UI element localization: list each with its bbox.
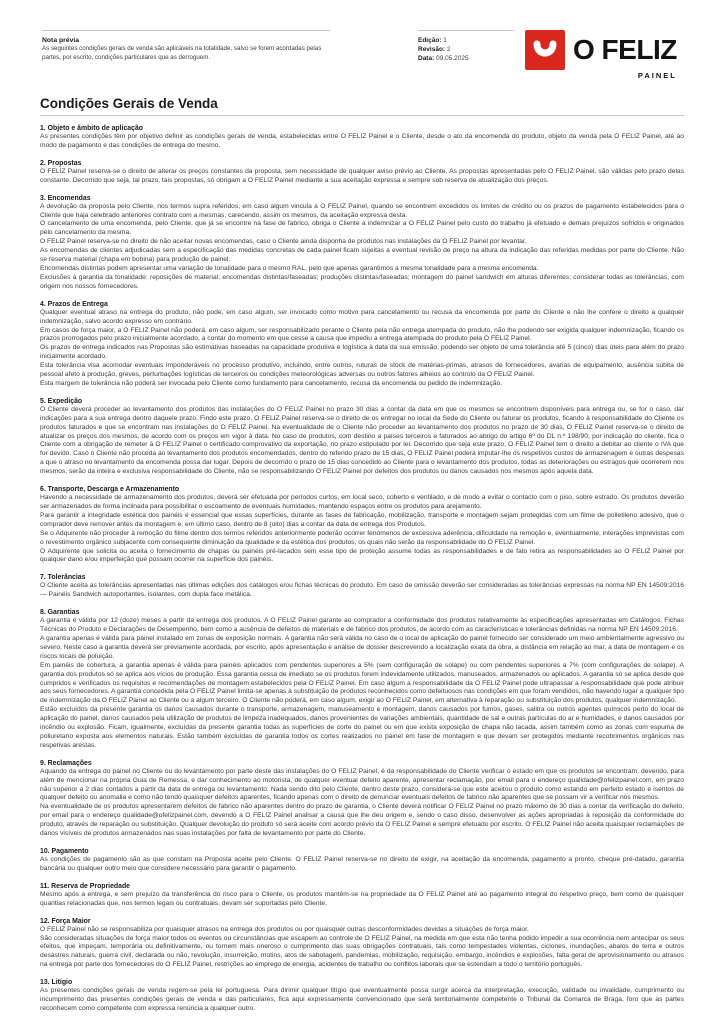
document-header <box>0 0 724 92</box>
section-11 <box>40 882 684 909</box>
section-paragraph: Em painéis de cobertura, a garantia apenas é válida para painéis aplicados com pendentes superiores a 5% (sem configuração de solape) ou com pendentes superiores a 7% (com configurações de solape). A garantia dos produtos só se aplica aos vícios de produção. Essa garantia cessa de imediato se os produtos forem indevidamente utilizados, manuseados, armazenados ou aplicados. A garantia só se aplica desde que cumpridos e verificados os requisitos e recomendações de montagem estabelecidos pela O FELIZ Painel. Em caso algum a responsabilidade da O FELIZ Painel pode ultrapassar a responsabilidade que pode atribuir aos seus fornecedores. A garantia concedida pela O FELIZ Painel limita-se apenas à substituição de produtos reconhecidos como defeituosos nas condições em que foram vendidos, não havendo lugar a qualquer tipo de indemnização da O FELIZ Painel ao Cliente ou a algum terceiro. O Cliente não poderá, em caso algum, exigir ao O FELIZ Painel, em alternativa à reparação ou substituição dos produtos, qualquer indemnização. <box>40 661 684 705</box>
document-body <box>40 124 684 1014</box>
section-1 <box>40 124 684 151</box>
logo-text <box>573 30 677 80</box>
section-paragraph: Para garantir a integridade estética dos painéis é essencial que essas superfícies, durante as fases de fabricação, mobilização, transporte e montagem sejam protegidas com um filme de polietileno adesivo, que o comprador deve remover antes da montagem e, em último caso, dentro de 8 (oito) dias a contar da data de entrega dos Produtos. <box>40 511 684 528</box>
section-paragraph: Em casos de força maior, a O FELIZ Painel não poderá, em caso algum, ser responsabilizado perante o Cliente pela não entrega atempada do produto, não lhe podendo ser exigida qualquer indemnização, ficando os prazos prorrogados pelo prazo inicialmente acordado, a contar do momento em que cesse a causa que impediu a entrega atempada do produto pela O FELIZ Painel. <box>40 326 684 343</box>
title-divider <box>40 115 684 116</box>
section-heading: 4. Prazos de Entrega <box>40 300 108 308</box>
section-paragraph: Mesmo após a entrega, e sem prejuízo da transferência do risco para o Cliente, os produtos mantêm-se na propriedade da O FELIZ Painel até ao pagamento integral do respetivo preço, bem como de quaisquer quantias relacionadas que, nos termos legais ou contratuais, devam ser suportadas pelo Cliente. <box>40 890 684 907</box>
section-heading: 2. Propostas <box>40 159 82 167</box>
date-label: Data: <box>418 55 435 62</box>
section-paragraph: Estão excluídos da presente garantia os danos causados durante o transporte, armazenagem, manuseamento e montagem, danos causados por fumos, gases, salitra ou outros agentes químicos perto do local de aplicação do painel, danos causados pela utilização de produtos de limpeza inadequados, danos provenientes de variações ambientais, quantidade de sal e outras partículas do ar e humidades, e danos causados por incêndio ou explosão. Ficam, igualmente, excluídas da presente garantia todas as superfícies de corte do painel ou em que exista exposição de chapa não lacada, assim também como as zonas com espuma de poliuretano exposta aos elementos naturais. Estão também excluídas de garantia todos os cortes realizados no painel em fase de montagem e que devam ser protegidos mediante recobrimentos orgânicos nas respetivas arestas. <box>40 706 684 749</box>
section-paragraph: O Cliente aceita as tolerâncias apresentadas nas últimas edições dos catálogos e/ou fichas técnicas do produto. Em caso de omissão deverão ser consideradas as tolerâncias expressas na norma NP EN 14509:2016 — Painéis Sandwich autoportantes, isolantes, com dupla face metálica. <box>40 582 684 599</box>
section-heading: 1. Objeto e âmbito de aplicação <box>40 125 144 132</box>
section-13 <box>40 978 684 1014</box>
section-paragraph: O cancelamento de uma encomenda, pelo Cliente, que já se encontre na fase de fabrico, obriga o Cliente a indemnizar a O FELIZ Painel pelo custo do trabalho já efetuado e demais prejuízos sofridos e originados pelo cancelamento da mesma. <box>40 220 684 237</box>
revision-label: Revisão: <box>418 46 446 53</box>
section-paragraph: Esta margem de tolerância não poderá ser invocada pelo Cliente como fundamento para cancelamento, recusa da encomenda ou pedido de indemnização. <box>40 379 503 387</box>
section-10 <box>40 847 684 874</box>
section-paragraph: As condições de pagamento são as que constam na Proposta aceite pelo Cliente. O FELIZ Painel reserva-se no direito de exigir, na aceitação da encomenda, pagamento a pronto, cheque pré-datado, garantia bancária ou qualquer outro meio que considere necessário para garantir o pagamento. <box>40 856 684 872</box>
section-heading: 7. Tolerâncias <box>40 574 86 582</box>
section-paragraph: A devolução da proposta pelo Cliente, nos termos supra referidos, em caso algum vincula a O FELIZ Painel, quando se encontrem excedidos os limites de crédito ou os prazos de pagamento estabelecidos para o Cliente que haja celebrado anteriores contrato com a mesmas, carecendo, assim os mesmos, da aceitação expressa desta. <box>40 202 684 219</box>
section-paragraph: As presentes condições têm por objetivo definir as condições gerais de venda, estabelecidas entre O FELIZ Painel e o Cliente, desde o ato da encomenda do produto, objeto da venda pela O FELIZ Painel, até ao modo de pagamento e das condições de entrega do mesmo. <box>40 133 684 149</box>
section-heading: 10. Pagamento <box>40 848 89 855</box>
section-heading: 9. Reclamações <box>40 759 92 767</box>
section-7 <box>40 573 684 600</box>
page-title: Condições Gerais de Venda <box>40 96 218 111</box>
section-paragraph: A garantia apenas é válida para painel instalado em zonas de exposição normais. A garantia não será válida no caso de o local de aplicação do painel fornecido ser considerado um meio ambientalmente agressivo ou severo. Neste caso a garantia deverá ser previamente acordada, por escrito, após apresentação e análise de dossier descrevendo a localização exata da obra, a distância em relação ao mar, a data de montagem e os riscos locais de poluição. <box>40 634 684 660</box>
edition-value: 1 <box>443 37 447 44</box>
section-paragraph: O FELIZ Painel reserva-se o direito de alterar os preços constantes da proposta, sem necessidade de qualquer aviso prévio ao Cliente. As propostas apresentadas pelo O FELIZ Painel, são válidas pelo prazo delas constante. Decorrido que seja, tal prazo, tais propostas, só obrigam a O FELIZ Painel mediante a sua aceitação expressa e sempre sob reserva de atualização dos preços. <box>40 167 684 184</box>
section-heading: 8. Garantias <box>40 609 80 617</box>
section-paragraph: Exclusões à garantia da tonalidade: reposições de material; encomendas distintas/faseadas; produções distintas/faseadas; montagem do painel sandwich em alturas diferentes; considerar todas as tolerâncias, com origem nos nossos fornecedores. <box>40 273 684 290</box>
section-paragraph: O FELIZ Painel não se responsabiliza por quaisquer atrasos na entrega dos produtos ou por quaisquer outras desconformidades devidas a situações de força maior. <box>40 925 529 933</box>
section-paragraph: São consideradas situações de força maior todos os eventos ou circunstâncias que escapem ao controle de O FELIZ Painel, na medida em que esta não tenha podido impedir a sua ocorrência nem antecipar os seus efeitos, que impeçam, temporária ou definitivamente, ou tornem mais oneroso o cumprimento das suas obrigações contratuais, tais como tempestades violentas, ciclones, inundações, abalos de terra e outros desastres naturais, guerra civil, declarada ou não, revolução, insurreição, motins, atos de sabotagem, pandemias, mobilização, requisição, embargo, incêndios e explosões, falta geral de aprovisionamento ou atrasos na entrega por parte dos fornecedores do O FELIZ Painel, restrições ao emprego de energia, acidentes de trabalho ou conflitos laborais que se estendam a todo o território português. <box>40 934 684 969</box>
edition-row <box>418 36 514 45</box>
section-12 <box>40 917 684 971</box>
section-paragraph: As encomendas de clientes adjudicadas sem a especificação das medidas concretas de cada painel ficam sujeitas a eventual revisão de preço na altura da indicação das referidas medidas por parte do Cliente. Não se reserva material (chapa em bobina) para produção de painel. <box>40 247 684 264</box>
section-9 <box>40 759 684 839</box>
date-value: 09.05.2025 <box>436 55 469 62</box>
section-heading: 11. Reserva de Propriedade <box>40 882 131 890</box>
section-4 <box>40 300 684 389</box>
section-heading: 6. Transporte, Descarga e Armazenamento <box>40 486 180 494</box>
date-row <box>418 54 514 63</box>
meta-divider <box>418 30 514 31</box>
revision-row <box>418 45 514 54</box>
section-8 <box>40 608 684 751</box>
revision-value: 2 <box>446 46 451 53</box>
section-5 <box>40 397 684 477</box>
smile-logo-icon <box>525 30 565 70</box>
section-2 <box>40 159 684 186</box>
logo-name: O FELIZ <box>573 34 677 65</box>
section-heading: 3. Encomendas <box>40 194 91 202</box>
revision-meta <box>418 30 514 63</box>
logo-subtitle: PAINEL <box>637 71 677 80</box>
section-paragraph: As presentes condições gerais de venda regem-se pela lei portuguesa. Para dirimir qualquer litígio que eventualmente possa surgir acerca da interpretação, execução, validade ou invalidade, cumprimento ou incumprimento das presentes condições gerais de venda e das particulares, fica aqui expressamente convencionado que será territorialmente competente o Tribunal da Comarca de Braga, foro que as partes reconhecem como competente com expressa renúncia a qualquer outro. <box>40 987 684 1012</box>
section-paragraph: Encomendas distintas podem apresentar uma variação de tonalidade para o mesmo RAL, pelo que apenas garantimos a mesma tonalidade para a mesma encomenda. <box>40 264 539 272</box>
preliminary-note <box>42 30 330 62</box>
section-paragraph: Qualquer eventual atraso na entrega do produto, não pode, em caso algum, ser invocado como motivo para cancelamento ou recusa da encomenda por parte do Cliente e não lhe confere o direito a qualquer indemnização, salvo acordo expresso em contrário. <box>40 308 684 325</box>
section-paragraph: Se o Adquirente não proceder à remoção do filme dentro dos termos referidos anteriormente poderão ocorrer fenómenos de excessiva aderência, dificuldade na remoção e, eventualmente, interações imprevistas com o revestimento orgânico subjacente com consequente diminuição da qualidade e da estética dos produtos, os quais não serão da responsabilidade do O FELIZ Painel. <box>40 529 684 546</box>
section-paragraph: O Adquirente que solicita ou aceita o fornecimento de chapas ou painéis pré-lacados sem esse tipo de proteção assume todas as responsabilidades e de fato retira as responsabilidades ao O FELIZ Painel por qualquer dano e/ou imperfeição que possam ocorrer na superfície dos painéis. <box>40 547 684 564</box>
section-paragraph: Os prazos de entrega indicados nas Propostas são estimativas baseadas na capacidade produtiva e logística à data da sua emissão, podendo ser objeto de uma tolerância até 5 (cinco) dias úteis para além do prazo inicialmente acordado. <box>40 344 684 361</box>
section-paragraph: Na eventualidade de os produtos apresentarem defeitos de fabrico não aparentes dentro do prazo de garantia, o Cliente deverá notificar O FELIZ Painel no prazo máximo de 30 dias a contar da verificação do defeito, por email para o endereço qualidade@ofelizpainel.com, devendo a O FELIZ Painel analisar a causa que lhe deu origem e, sendo o caso disso, desenvolver as ações apropriadas à reposição da conformidade do produto, através de reparação ou substituição. Qualquer devolução do produto só será aceite com acordo prévio da O FELIZ Painel e sempre efetuado por escrito. O FELIZ Painel não aceita quaisquer reclamações de danos visíveis de produtos armazenados nas suas instalações por falta de levantamento por parte do Cliente. <box>40 803 684 838</box>
section-paragraph: Esta tolerância visa acomodar eventuais imponderáveis no processo produtivo, incluindo, entre outros, ruturas de stock de matérias-primas, atrasos de fornecedores, avarias de equipamento, ausência súbita de pessoal afeto à produção, greves, perturbações logísticas de terceiros ou condições meteorológicas adversas ou outros fatores alheios ao controlo da O FELIZ Painel. <box>40 362 684 379</box>
note-title: Nota prévia <box>42 37 80 44</box>
section-heading: 5. Expedição <box>40 397 83 405</box>
section-paragraph: A garantia é válida por 12 (doze) meses a partir da entrega dos produtos. A O FELIZ Painel garante ao comprador a conformidade dos produtos relativamente às especificações apresentadas em Catálogos, Fichas Técnicas do Produto e Declarações de Desempenho, bem como a ausência de defeitos de materiais e de fabrico dos produtos, de acordo com as características e tolerâncias definidas na norma NP EN 14509:2016. <box>40 617 684 634</box>
section-paragraph: O FELIZ Painel reserva-se no direito de não aceitar novas encomendas, caso o Cliente ainda disponha de produtos nas instalações da O FELIZ Painel por levantar. <box>40 238 527 246</box>
section-paragraph: Aquando da entrega do painel no Cliente ou do levantamento por parte deste das instalações do O FELIZ Painel, é da responsabilidade do Cliente verificar o estado em que os produtos se encontram, devendo, para além de mencionar na própria Guia de Remessa, e dar conhecimento ao motorista, de qualquer eventual defeito aparente, apresentar reclamação, por email para o endereço qualidade@ofelizpainel.com, em prazo não superior a 2 dias contados a partir da data de entrega ou levantamento. Nada sendo dito pelo Cliente, dentro deste prazo, considera-se que este aceitou o produto como estando em perfeito estado e isentos de qualquer defeito ou anomalia e como não tendo quaisquer defeitos aparentes, ficando apenas com o direito de denunciar eventuais defeitos de fabrico não aparentes que se possam vir a verificar nos mesmos. <box>40 767 684 802</box>
section-paragraph: Havendo a necessidade de armazenamento dos produtos, deverá ser efetuada por períodos curtos, em local seco, coberto e ventilado, e de modo a evitar o contacto com o piso, sobre estrado. Os produtos deverão ser armazenados de forma inclinada para possibilitar o escoamento de eventuais humidades, mantendo espaços entre os produtos para arejamento. <box>40 494 684 510</box>
section-3 <box>40 194 684 292</box>
note-divider <box>42 30 330 31</box>
company-logo <box>525 30 677 80</box>
section-heading: 12. Força Maior <box>40 917 91 925</box>
section-paragraph: O Cliente deverá proceder ao levantamento dos produtos das instalações do O FELIZ Painel no prazo 30 dias a contar da data em que os mesmos se encontrem disponíveis para entrega ou, se for o caso, dar indicações para a sua entrega dentro daquele prazo. Findo este prazo, O FELIZ Painel reserva-se o direito de os entregar no local da Sede do Cliente ou faturar os produtos, ficando à responsabilidade do Cliente os produtos faturados e que se encontram nas instalações do O FELIZ Painel. Na eventualidade de o Cliente não proceder ao levantamento dos produtos no prazo de 30 dias, O FELIZ Painel reserva-se o direito de atualizar os preços dos mesmos, de acordo com os preços em vigor à data. No caso de produtos, com destino a países terceiros e faturados ao abrigo do artigo 6º do DL n.º 198/90, por indicação do cliente, fica o Cliente com a obrigação de remeter à O FELIZ Painel o certificado comprovativo da exportação, no prazo estipulado por lei. Decorrido que seja este prazo, O FELIZ Painel tem o direito a debitar ao cliente o IVA que for devido. Caso o Cliente não proceda ao levantamento dos produtos encomendados, dentro do referido prazo de 15 dias, O FELIZ Painel poderá imputar-lhe os respetivos custos de armazenagem e outras despesas a que o atraso no levantamento da encomenda possa dar lugar. Depois de decorrido o prazo de 15 dias concedido ao Cliente para o levantamento dos produtos, todas as deteriorações ou estragos que ocorrerem nos mesmos, serão da inteira e exclusiva responsabilidade do Cliente, não se responsabilizando O FELIZ Painel por defeitos dos produtos ou danos causados nos mesmos após aquela data. <box>40 405 684 476</box>
note-text: As seguintes condições gerais de venda são aplicáveis na totalidade, salvo se forem acordadas pelas partes, por escrito, condições particulares que as derroguem. <box>42 45 322 61</box>
edition-label: Edição: <box>418 37 442 44</box>
section-6 <box>40 485 684 565</box>
section-heading: 13. Litígio <box>40 979 73 987</box>
